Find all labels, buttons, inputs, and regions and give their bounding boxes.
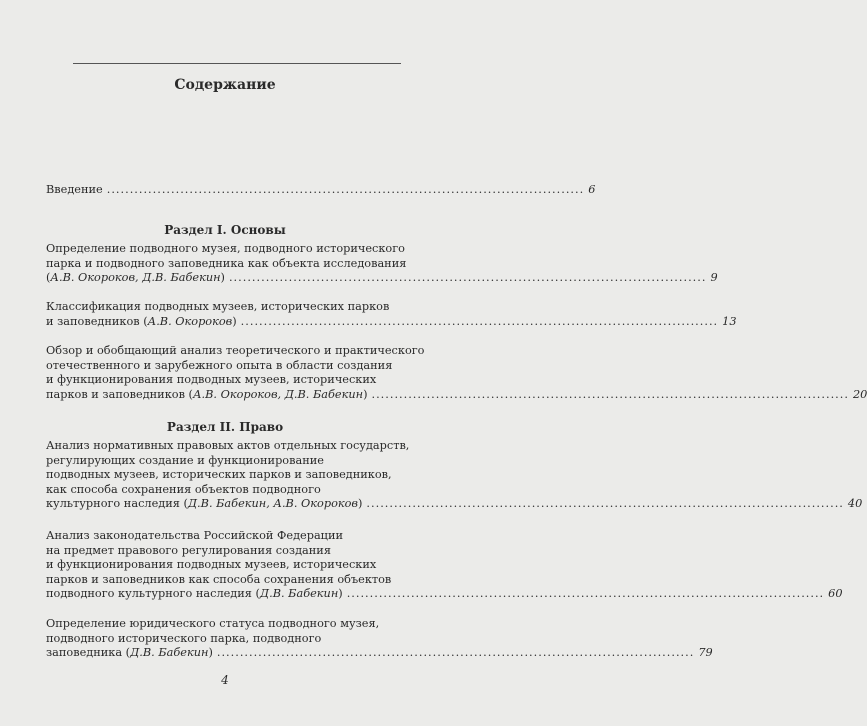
- toc-entry[interactable]: [46, 344, 867, 402]
- toc-entry[interactable]: [46, 529, 843, 602]
- leader-dots: ........................................................................................................: [106, 183, 585, 196]
- toc-entry-line: заповедника (Д.В. Бабекин): [46, 646, 213, 660]
- toc-entry-line: Анализ нормативных правовых актов отдельных государств,: [46, 439, 410, 452]
- authors: А.В. Окороков: [147, 314, 233, 328]
- section-heading-2: Раздел II. Право: [166, 420, 284, 434]
- page-title: Содержание: [174, 77, 276, 93]
- toc-page-number: 6: [588, 183, 596, 196]
- toc-page-number: 20: [852, 387, 867, 401]
- toc-entry-line: отечественного и зарубежного опыта в области создания: [46, 358, 393, 372]
- toc-entry-line: подводного культурного наследия (Д.В. Бабекин): [46, 587, 343, 601]
- authors: А.В. Окороков, Д.В. Бабекин: [192, 387, 364, 401]
- toc-entry-line: Определение юридического статуса подводного музея,: [46, 617, 380, 630]
- authors: А.В. Окороков, Д.В. Бабекин: [50, 271, 221, 285]
- top-rule: [73, 63, 401, 64]
- toc-page-number: 60: [828, 587, 843, 601]
- toc-entry[interactable]: [46, 617, 713, 661]
- leader-dots: ........................................................................................................: [228, 271, 707, 285]
- toc-page-number: 79: [698, 646, 713, 660]
- leader-dots: ........................................................................................................: [240, 314, 719, 328]
- authors: Д.В. Бабекин: [130, 646, 209, 660]
- toc-page-number: 13: [722, 314, 737, 328]
- authors: Д.В. Бабекин, А.В. Окороков: [187, 497, 358, 511]
- toc-entry-line: на предмет правового регулирования создания: [46, 543, 331, 557]
- page-number: 4: [221, 673, 229, 687]
- toc-entry-line: культурного наследия (Д.В. Бабекин, А.В. Окороков): [46, 497, 363, 511]
- toc-entry-line: и функционирования подводных музеев, исторических: [46, 558, 377, 572]
- toc-entry-line: подводного исторического парка, подводного: [46, 631, 322, 645]
- toc-entry-line: и заповедников (А.В. Окороков): [46, 314, 237, 328]
- toc-entry-line: и функционирования подводных музеев, исторических: [46, 373, 377, 387]
- toc-entry-line: как способа сохранения объектов подводного: [46, 482, 321, 496]
- toc-entry-line: Обзор и обобщающий анализ теоретического и практического: [46, 344, 425, 357]
- toc-entry-line: Определение подводного музея, подводного исторического: [46, 242, 405, 255]
- toc-entry-line: подводных музеев, исторических парков и заповедников,: [46, 468, 392, 482]
- toc-entry-line: парков и заповедников (А.В. Окороков, Д.В. Бабекин): [46, 387, 368, 401]
- leader-dots: ........................................................................................................: [216, 646, 695, 660]
- toc-entry[interactable]: [46, 439, 863, 512]
- authors: Д.В. Бабекин: [259, 587, 339, 601]
- toc-entry-line: регулирующих создание и функционирование: [46, 453, 324, 467]
- toc-entry-line: Классификация подводных музеев, исторических парков: [46, 300, 390, 313]
- toc-entry[interactable]: [46, 300, 737, 329]
- toc-entry-intro[interactable]: [46, 183, 596, 198]
- toc-entry-line: парка и подводного заповедника как объекта исследования: [46, 256, 407, 270]
- toc-page-number: 40: [847, 497, 863, 511]
- toc-entry-text: Введение: [46, 183, 103, 196]
- section-heading-1: Раздел I. Основы: [164, 223, 286, 237]
- leader-dots: ........................................................................................................: [346, 587, 825, 601]
- toc-entry-line: (А.В. Окороков, Д.В. Бабекин): [46, 271, 225, 285]
- toc-entry-line: парков и заповедников как способа сохранения объектов: [46, 572, 392, 586]
- leader-dots: ........................................................................................................: [366, 497, 844, 511]
- leader-dots: ........................................................................................................: [371, 387, 849, 401]
- toc-entry-line: Анализ законодательства Российской Федерации: [46, 529, 344, 542]
- toc-page-number: 9: [710, 271, 718, 285]
- toc-entry[interactable]: [46, 242, 718, 286]
